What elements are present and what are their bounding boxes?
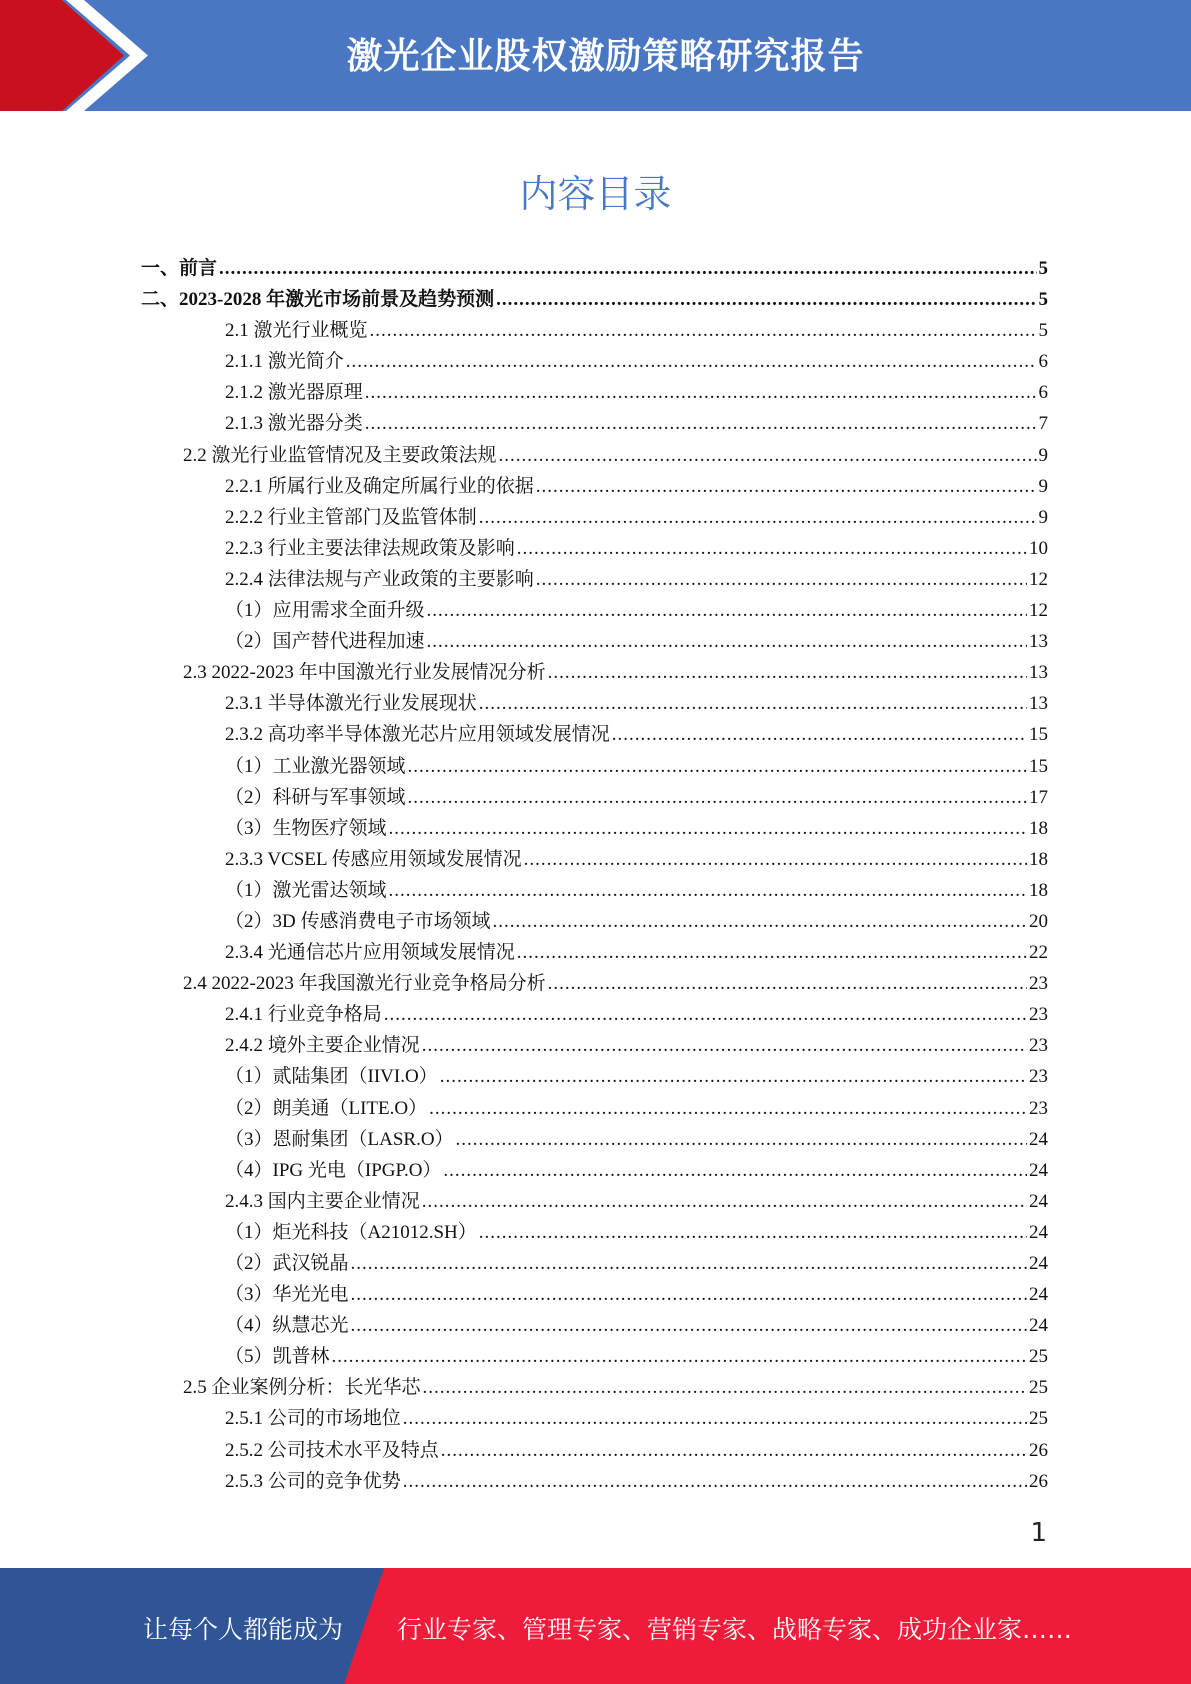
- toc-entry[interactable]: [0, 1186, 1191, 1217]
- toc-entry[interactable]: [0, 533, 1191, 564]
- toc-entry-title: （4）纵慧芯光: [225, 1315, 349, 1337]
- toc-entry-title: 2.4.1 行业竞争格局: [225, 1004, 382, 1026]
- toc-entry[interactable]: [0, 1466, 1191, 1497]
- toc-entry[interactable]: [0, 657, 1191, 688]
- toc-dot-leader: [408, 751, 1027, 782]
- toc-entry-page: 26: [1029, 1439, 1048, 1461]
- toc-entry-page: 24: [1029, 1128, 1048, 1150]
- toc-entry-title: （1）炬光科技（A21012.SH）: [225, 1221, 477, 1243]
- toc-entry[interactable]: [0, 502, 1191, 533]
- toc-dot-leader: [429, 1093, 1027, 1124]
- toc-entry[interactable]: [0, 408, 1191, 439]
- toc-dot-leader: [548, 657, 1027, 688]
- toc-entry-title: 2.2.4 法律法规与产业政策的主要影响: [225, 568, 534, 590]
- toc-entry-page: 24: [1029, 1284, 1048, 1306]
- toc-entry-title: 2.5.2 公司技术水平及特点: [225, 1439, 439, 1461]
- toc-entry[interactable]: [0, 999, 1191, 1030]
- toc-entry-page: 24: [1029, 1221, 1048, 1243]
- toc-dot-leader: [422, 1186, 1027, 1217]
- toc-entry-title: 2.5 企业案例分析：长光华芯: [183, 1377, 421, 1399]
- toc-entry-title: 2.4.2 境外主要企业情况: [225, 1035, 420, 1057]
- toc-entry-title: 2.1 激光行业概览: [225, 320, 368, 342]
- toc-entry-title: （2）3D 传感消费电子市场领域: [225, 910, 491, 932]
- toc-dot-leader: [370, 315, 1037, 346]
- toc-dot-leader: [332, 1341, 1027, 1372]
- toc-dot-leader: [441, 1435, 1027, 1466]
- toc-entry[interactable]: [0, 875, 1191, 906]
- toc-entry-page: 22: [1029, 942, 1048, 964]
- toc-entry-title: （1）贰陆集团（IIVI.O）: [225, 1066, 438, 1088]
- toc-entry[interactable]: [0, 1435, 1191, 1466]
- toc-entry-page: 18: [1029, 879, 1048, 901]
- toc-dot-leader: [517, 533, 1027, 564]
- toc-dot-leader: [440, 1061, 1027, 1092]
- toc-entry-page: 13: [1029, 662, 1048, 684]
- toc-entry[interactable]: [0, 751, 1191, 782]
- toc-dot-leader: [479, 502, 1037, 533]
- toc-entry[interactable]: [0, 564, 1191, 595]
- footer-slogan-left: 让每个人都能成为: [143, 1615, 344, 1644]
- toc-entry-title: 2.2.1 所属行业及确定所属行业的依据: [225, 475, 534, 497]
- toc-entry[interactable]: [0, 346, 1191, 377]
- toc-entry-title: 2.2.3 行业主要法律法规政策及影响: [225, 537, 515, 559]
- toc-entry[interactable]: [0, 906, 1191, 937]
- toc-entry-page: 9: [1038, 444, 1048, 466]
- toc-entry-page: 5: [1038, 320, 1048, 342]
- toc-entry-page: 23: [1029, 973, 1048, 995]
- toc-entry-page: 12: [1029, 568, 1048, 590]
- toc-entry[interactable]: [0, 1093, 1191, 1124]
- toc-entry[interactable]: [0, 688, 1191, 719]
- toc-entry-page: 25: [1029, 1408, 1048, 1430]
- toc-entry-page: 13: [1029, 693, 1048, 715]
- toc-entry-page: 24: [1029, 1190, 1048, 1212]
- toc-dot-leader: [443, 1155, 1027, 1186]
- toc-entry-page: 7: [1038, 413, 1048, 435]
- toc-dot-leader: [456, 1124, 1027, 1155]
- toc-dot-leader: [422, 1030, 1027, 1061]
- report-title: 激光企业股权激励策略研究报告: [346, 36, 865, 77]
- toc-entry-page: 18: [1029, 817, 1048, 839]
- toc-entry-title: 2.3.1 半导体激光行业发展现状: [225, 693, 477, 715]
- toc-dot-leader: [389, 875, 1027, 906]
- toc-dot-leader: [403, 1466, 1027, 1497]
- toc-entry-title: 2.3 2022-2023 年中国激光行业发展情况分析: [183, 662, 546, 684]
- toc-entry-page: 5: [1038, 289, 1048, 311]
- toc-entry-page: 24: [1029, 1315, 1048, 1337]
- toc-entry-page: 23: [1029, 1035, 1048, 1057]
- toc-entry[interactable]: [0, 1217, 1191, 1248]
- toc-entry-title: 2.1.2 激光器原理: [225, 382, 363, 404]
- toc-entry-title: 2.1.1 激光简介: [225, 351, 344, 373]
- toc-entry-page: 6: [1038, 351, 1048, 373]
- toc-entry-page: 15: [1029, 755, 1048, 777]
- toc-entry-title: （3）恩耐集团（LASR.O）: [225, 1128, 454, 1150]
- toc-entry-title: 2.5.1 公司的市场地位: [225, 1408, 401, 1430]
- toc-entry[interactable]: [0, 1372, 1191, 1403]
- toc-dot-leader: [548, 968, 1027, 999]
- toc-entry-title: 2.2 激光行业监管情况及主要政策法规: [183, 444, 497, 466]
- toc-dot-leader: [403, 1403, 1027, 1434]
- toc-entry-page: 23: [1029, 1097, 1048, 1119]
- toc-entry-title: （1）工业激光器领域: [225, 755, 406, 777]
- toc-entry[interactable]: [0, 937, 1191, 968]
- toc-dot-leader: [351, 1310, 1027, 1341]
- toc-entry-title: （2）国产替代进程加速: [225, 631, 425, 653]
- toc-entry-title: （3）生物医疗领域: [225, 817, 387, 839]
- toc-entry[interactable]: [0, 844, 1191, 875]
- toc-entry-title: （2）朗美通（LITE.O）: [225, 1097, 428, 1119]
- toc-entry-title: （3）华光光电: [225, 1284, 349, 1306]
- toc-entry-page: 20: [1029, 910, 1048, 932]
- toc-entry[interactable]: [0, 1124, 1191, 1155]
- toc-entry-title: （5）凯普林: [225, 1346, 330, 1368]
- toc-entry-title: 2.3.3 VCSEL 传感应用领域发展情况: [225, 848, 522, 870]
- toc-heading: 内容目录: [519, 172, 672, 216]
- toc-entry-page: 10: [1029, 537, 1048, 559]
- footer-slogan-right: 行业专家、管理专家、营销专家、战略专家、成功企业家……: [397, 1615, 1073, 1644]
- toc-entry-title: （1）应用需求全面升级: [225, 600, 425, 622]
- toc-entry[interactable]: [0, 719, 1191, 750]
- toc-entry-page: 23: [1029, 1004, 1048, 1026]
- toc-entry[interactable]: [0, 968, 1191, 999]
- toc-entry[interactable]: [0, 1403, 1191, 1434]
- toc-entry-page: 15: [1029, 724, 1048, 746]
- toc-dot-leader: [384, 999, 1027, 1030]
- toc-entry[interactable]: [0, 595, 1191, 626]
- toc-dot-leader: [479, 688, 1027, 719]
- toc-dot-leader: [427, 626, 1027, 657]
- toc-entry[interactable]: [0, 1061, 1191, 1092]
- toc-dot-leader: [346, 346, 1037, 377]
- toc-dot-leader: [427, 595, 1027, 626]
- toc-dot-leader: [219, 253, 1036, 284]
- toc-entry[interactable]: [0, 813, 1191, 844]
- toc-dot-leader: [496, 284, 1036, 315]
- toc-entry[interactable]: [0, 1279, 1191, 1310]
- toc-entry-title: 2.3.2 高功率半导体激光芯片应用领域发展情况: [225, 724, 610, 746]
- toc-dot-leader: [492, 906, 1027, 937]
- toc-entry[interactable]: [0, 471, 1191, 502]
- toc-entry-title: （1）激光雷达领域: [225, 879, 387, 901]
- toc-entry-page: 17: [1029, 786, 1048, 808]
- toc-entry[interactable]: [0, 1155, 1191, 1186]
- toc-dot-leader: [365, 377, 1037, 408]
- toc-dot-leader: [351, 1279, 1027, 1310]
- toc-entry-title: （2）科研与军事领域: [225, 786, 406, 808]
- toc-entry[interactable]: [0, 284, 1191, 315]
- toc-entry-title: 2.4 2022-2023 年我国激光行业竞争格局分析: [183, 973, 546, 995]
- toc-dot-leader: [423, 1372, 1027, 1403]
- toc-entry[interactable]: [0, 440, 1191, 471]
- toc-entry-page: 6: [1038, 382, 1048, 404]
- toc-entry-title: 2.2.2 行业主管部门及监管体制: [225, 506, 477, 528]
- toc-dot-leader: [517, 937, 1027, 968]
- table-of-contents: [0, 253, 1191, 1497]
- toc-entry-page: 23: [1029, 1066, 1048, 1088]
- toc-entry[interactable]: [0, 1248, 1191, 1279]
- report-header: [0, 0, 1191, 111]
- toc-dot-leader: [365, 408, 1037, 439]
- toc-entry-page: 25: [1029, 1377, 1048, 1399]
- toc-entry[interactable]: [0, 626, 1191, 657]
- toc-entry-page: 18: [1029, 848, 1048, 870]
- toc-entry-title: 2.5.3 公司的竞争优势: [225, 1470, 401, 1492]
- toc-entry-page: 13: [1029, 631, 1048, 653]
- toc-dot-leader: [479, 1217, 1027, 1248]
- toc-entry[interactable]: [0, 315, 1191, 346]
- toc-entry-page: 9: [1038, 506, 1048, 528]
- toc-dot-leader: [612, 719, 1027, 750]
- toc-entry[interactable]: [0, 1341, 1191, 1372]
- toc-entry-title: （2）武汉锐晶: [225, 1253, 349, 1274]
- toc-entry-title: 一、前言: [141, 258, 218, 279]
- toc-entry-page: 26: [1029, 1470, 1048, 1492]
- toc-entry-title: 2.1.3 激光器分类: [225, 413, 363, 435]
- toc-entry-page: 25: [1029, 1346, 1048, 1368]
- toc-entry[interactable]: [0, 1030, 1191, 1061]
- toc-entry-page: 24: [1029, 1159, 1048, 1181]
- toc-entry[interactable]: [0, 377, 1191, 408]
- toc-entry-page: 5: [1038, 258, 1048, 279]
- toc-dot-leader: [536, 564, 1027, 595]
- toc-dot-leader: [389, 813, 1027, 844]
- toc-dot-leader: [524, 844, 1027, 875]
- toc-entry[interactable]: [0, 782, 1191, 813]
- toc-entry-page: 12: [1029, 600, 1048, 622]
- toc-entry[interactable]: [0, 253, 1191, 284]
- toc-dot-leader: [351, 1248, 1027, 1279]
- footer-banner: [0, 1568, 1191, 1684]
- toc-dot-leader: [536, 471, 1037, 502]
- toc-dot-leader: [499, 440, 1037, 471]
- toc-entry-page: 9: [1038, 475, 1048, 497]
- toc-entry-title: （4）IPG 光电（IPGP.O）: [225, 1159, 442, 1181]
- toc-entry-page: 24: [1029, 1253, 1048, 1274]
- page-number: 1: [1030, 1518, 1047, 1548]
- toc-entry-title: 二、2023-2028 年激光市场前景及趋势预测: [141, 289, 495, 311]
- toc-dot-leader: [408, 782, 1027, 813]
- toc-entry[interactable]: [0, 1310, 1191, 1341]
- toc-entry-title: 2.4.3 国内主要企业情况: [225, 1190, 420, 1212]
- toc-entry-title: 2.3.4 光通信芯片应用领域发展情况: [225, 942, 515, 964]
